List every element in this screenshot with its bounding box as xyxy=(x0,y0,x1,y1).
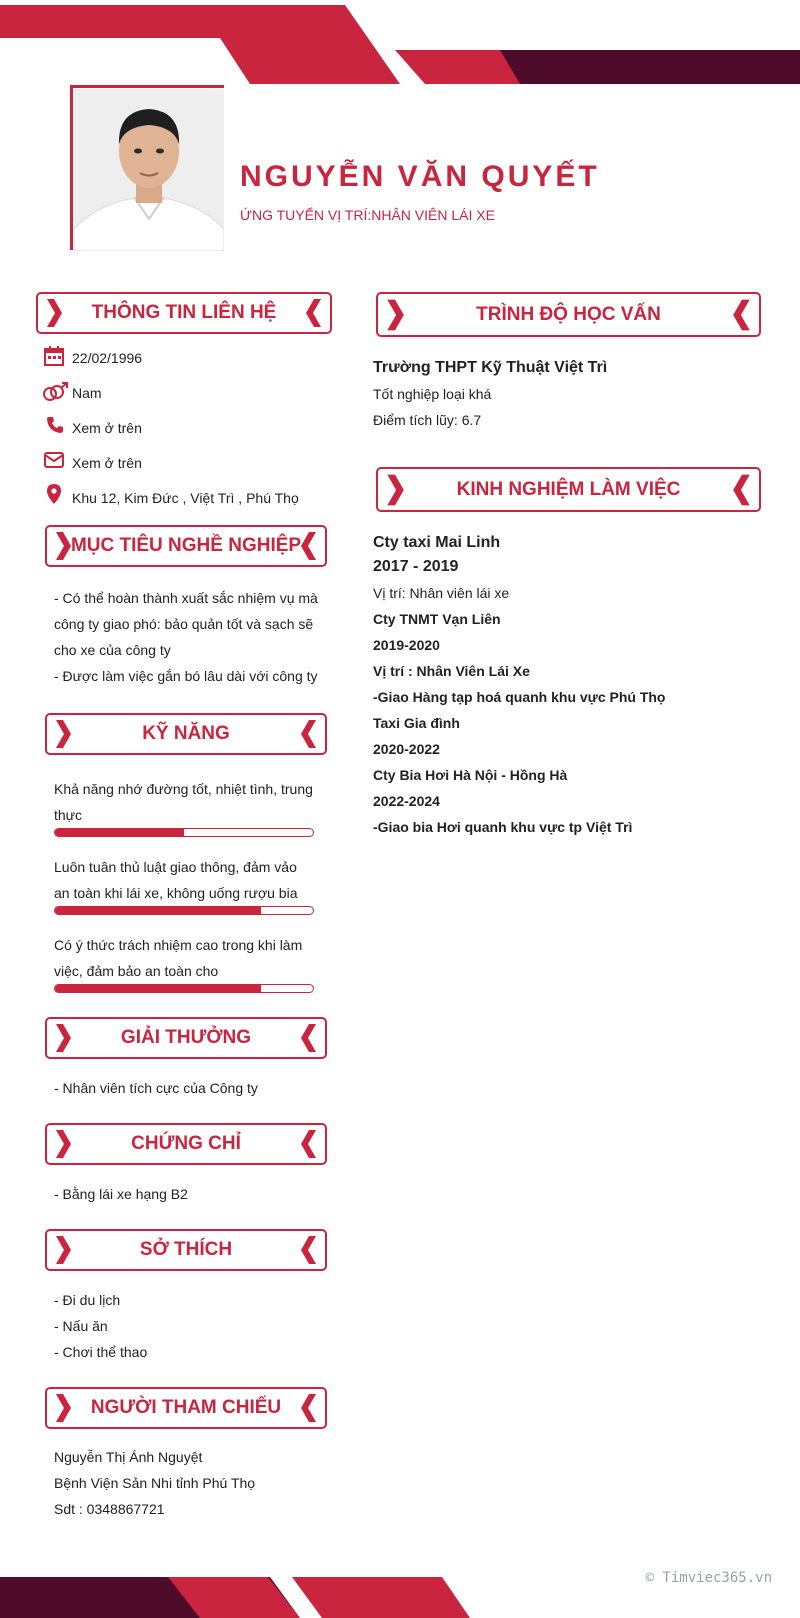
chevron-left-icon xyxy=(731,473,753,507)
gender-icon xyxy=(42,382,68,402)
section-title-contact: THÔNG TIN LIÊN HỆ xyxy=(91,302,277,323)
skill-bar-fill xyxy=(55,985,261,992)
calendar-icon xyxy=(44,346,64,366)
skill-bar xyxy=(54,906,314,915)
skill-bar-fill xyxy=(55,829,184,836)
location-pin-icon xyxy=(47,484,61,504)
experience-line: Taxi Gia đình xyxy=(373,715,460,731)
section-header-objective xyxy=(45,525,327,567)
chevron-left-icon xyxy=(299,1393,319,1423)
section-header-contact xyxy=(36,292,332,334)
email-icon xyxy=(44,452,64,468)
candidate-name: NGUYỄN VĂN QUYẾT xyxy=(240,160,600,193)
skill-bar xyxy=(54,828,314,837)
section-header-skills xyxy=(45,713,327,755)
certificates-text: - Bằng lái xe hạng B2 xyxy=(54,1186,188,1202)
skill-item-text: Khả năng nhớ đường tốt, nhiệt tình, trung thực xyxy=(54,781,313,823)
references-text: Nguyễn Thị Ánh Nguyệt Bệnh Viện Sản Nhi tỉnh Phú Thọ Sdt : 0348867721 xyxy=(54,1449,256,1517)
contact-birthday: 22/02/1996 xyxy=(72,350,143,366)
chevron-left-icon xyxy=(731,298,753,332)
section-title-education: TRÌNH ĐỘ HỌC VẤN xyxy=(476,304,661,325)
chevron-left-icon xyxy=(299,1129,319,1159)
experience-role: Vị trí: Nhân viên lái xe xyxy=(373,585,510,601)
experience-line: Vị trí : Nhân Viên Lái Xe xyxy=(373,663,530,679)
skill-bar xyxy=(54,984,314,993)
section-title-hobbies: SỞ THÍCH xyxy=(139,1239,233,1260)
experience-line: Cty Bia Hơi Hà Nội - Hồng Hà xyxy=(373,767,568,783)
hobbies-text: - Đi du lịch - Nấu ăn - Chơi thể thao xyxy=(54,1292,148,1360)
skill-item-text: Có ý thức trách nhiệm cao trong khi làm việc, đảm bảo an toàn cho xyxy=(54,937,303,979)
contact-address: Khu 12, Kim Đức , Việt Trì , Phú Thọ xyxy=(72,490,299,506)
section-header-awards xyxy=(45,1017,327,1059)
applied-position: ỨNG TUYỂN VỊ TRÍ:NHÂN VIÊN LÁI XE xyxy=(240,207,495,223)
section-header-hobbies xyxy=(45,1229,327,1271)
section-header-education xyxy=(376,292,761,337)
footer-brand: © Timviec365.vn xyxy=(645,1570,772,1586)
experience-line: 2020-2022 xyxy=(373,741,440,757)
section-header-certificates xyxy=(45,1123,327,1165)
chevron-left-icon xyxy=(299,531,319,561)
section-title-awards: GIẢI THƯỞNG xyxy=(120,1027,252,1048)
chevron-left-icon xyxy=(299,1023,319,1053)
education-score: Điểm tích lũy: 6.7 xyxy=(373,412,482,428)
phone-icon xyxy=(46,416,64,434)
skill-item-text: Luôn tuân thủ luật giao thông, đảm vảo an toàn khi lái xe, không uống rượu bia xyxy=(54,859,298,901)
contact-email: Xem ở trên xyxy=(72,455,142,471)
section-header-experience xyxy=(376,467,761,512)
chevron-left-icon xyxy=(304,298,324,328)
chevron-left-icon xyxy=(299,719,319,749)
section-title-certificates: CHỨNG CHỈ xyxy=(131,1133,241,1154)
experience-line: -Giao bia Hơi quanh khu vực tp Việt Trì xyxy=(373,819,633,835)
profile-photo xyxy=(74,89,224,251)
experience-company: Cty taxi Mai Linh xyxy=(373,534,501,551)
chevron-left-icon xyxy=(299,1235,319,1265)
experience-line: -Giao Hàng tạp hoá quanh khu vực Phú Thọ xyxy=(373,689,666,705)
contact-phone: Xem ở trên xyxy=(72,420,142,436)
experience-line: 2022-2024 xyxy=(373,793,440,809)
section-title-objective: MỤC TIÊU NGHỀ NGHIỆP xyxy=(70,535,302,556)
awards-text: - Nhân viên tích cực của Công ty xyxy=(54,1080,258,1096)
top-decoration xyxy=(0,0,800,90)
section-title-references: NGƯỜI THAM CHIẾU xyxy=(90,1397,282,1418)
section-header-references xyxy=(45,1387,327,1429)
objective-text: - Có thể hoàn thành xuất sắc nhiệm vụ mà công ty giao phó: bảo quản tốt và sạch sẽ cho xe của công ty - Được làm việc gắn bó lâu dài với công ty xyxy=(54,590,318,684)
experience-line: 2019-2020 xyxy=(373,637,440,653)
education-school: Trường THPT Kỹ Thuật Việt Trì xyxy=(373,359,608,376)
education-grade: Tốt nghiệp loại khá xyxy=(373,386,492,402)
contact-gender: Nam xyxy=(72,385,102,401)
experience-period: 2017 - 2019 xyxy=(373,558,459,575)
skill-bar-fill xyxy=(55,907,261,914)
section-title-skills: KỸ NĂNG xyxy=(142,723,230,744)
experience-line: Cty TNMT Vạn Liên xyxy=(373,611,501,627)
section-title-experience: KINH NGHIỆM LÀM VIỆC xyxy=(456,479,681,500)
